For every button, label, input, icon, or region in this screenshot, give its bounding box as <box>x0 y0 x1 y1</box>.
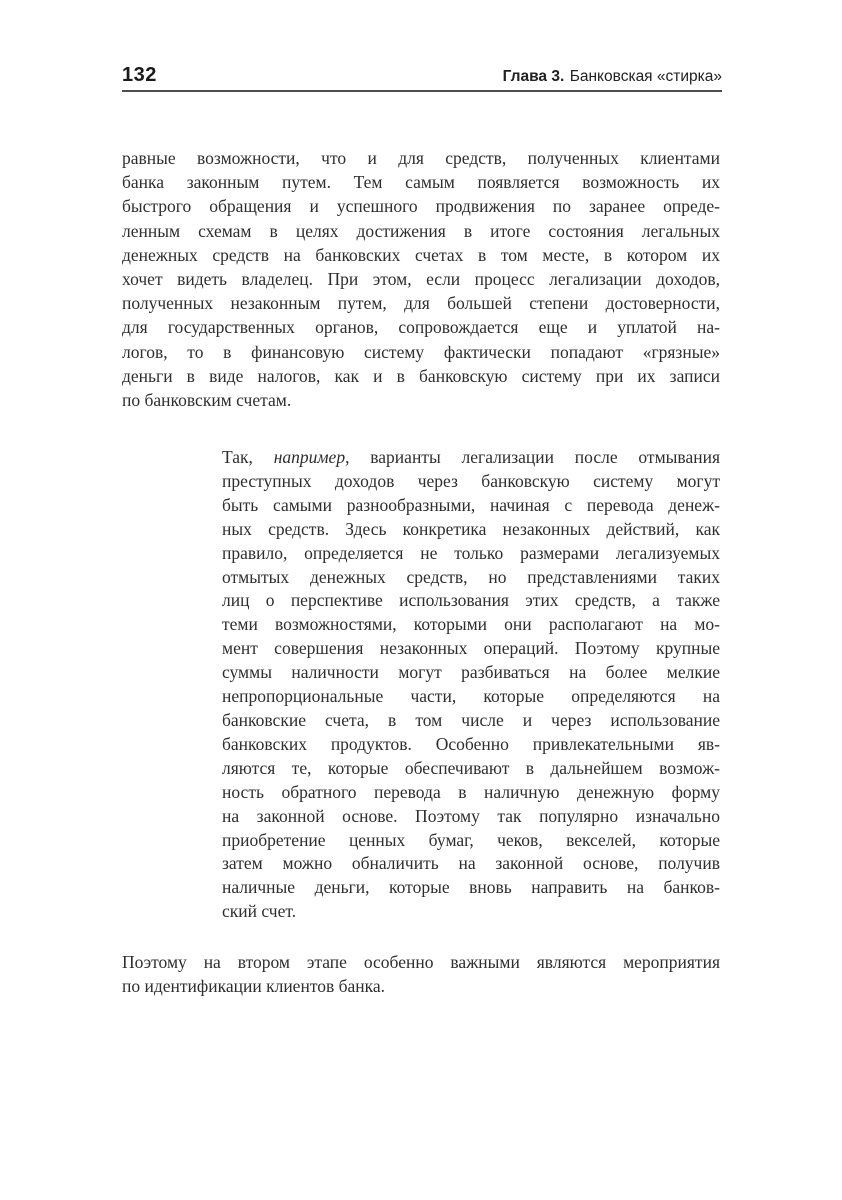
quote-italic-word: например <box>273 447 346 467</box>
text-line: суммы наличности могут разбиваться на более мелкие <box>222 662 720 683</box>
text-line: ность обратного перевода в наличную денежную форму <box>222 781 720 802</box>
paragraph-main <box>122 146 720 412</box>
text-line: логов, то в финансовую систему фактически попадают «грязные» <box>122 341 720 362</box>
text-line: хочет видеть владелец. При этом, если процесс легализации доходов, <box>122 269 720 290</box>
text-line: наличные деньги, которые вновь направить на банков- <box>222 877 720 898</box>
text-line: банка законным путем. Тем самым появляется возможность их <box>122 172 720 193</box>
text-line: лиц о перспективе использования этих средств, а также <box>222 590 720 611</box>
text-line: Поэтому на втором этапе особенно важными являются мероприятия <box>122 952 720 972</box>
text-line: быть самыми разнообразными, начиная с перевода денеж- <box>222 494 720 515</box>
page-header <box>122 64 722 87</box>
page-number: 132 <box>122 64 157 86</box>
text-line: на законной основе. Поэтому так популярно изначально <box>222 805 720 826</box>
paragraph-closing <box>122 950 720 998</box>
text-line: равные возможности, что и для средств, полученных клиентами <box>122 148 720 168</box>
text-line: деньги в виде налогов, как и в банковскую систему при их записи <box>122 365 720 386</box>
quote-lead-rest: , варианты легализации после отмывания <box>345 447 720 467</box>
text-line: быстрого обращения и успешного продвижения по заранее опреде- <box>122 196 720 217</box>
text-line: затем можно обналичить на законной основе, получив <box>222 853 720 874</box>
chapter-label: Глава 3. <box>502 68 565 85</box>
text-line: денежных средств на банковских счетах в том месте, в котором их <box>122 244 720 265</box>
text-line: преступных доходов через банковскую систему могут <box>222 470 720 491</box>
text-line: ский счет. <box>222 901 297 922</box>
text-line: приобретение ценных бумаг, чеков, векселей, которые <box>222 829 720 850</box>
block-quote <box>222 446 720 924</box>
text-line: по идентификации клиентов банка. <box>122 976 386 997</box>
quote-first-line <box>222 446 720 470</box>
text-line: мент совершения незаконных операций. Поэтому крупные <box>222 638 720 659</box>
text-line: ленным схемам в целях достижения в итоге состояния легальных <box>122 220 720 241</box>
text-line: непропорциональные части, которые определяются на <box>222 686 720 707</box>
quote-lead-text: Так, <box>222 447 274 467</box>
running-head <box>503 68 722 86</box>
text-line: ных средств. Здесь конкретика незаконных действий, как <box>222 518 720 539</box>
text-line: отмытых денежных средств, но представлениями таких <box>222 566 720 587</box>
text-line: теми возможностями, которыми они располагают на мо- <box>222 614 720 635</box>
text-line: банковские счета, в том числе и через использование <box>222 709 720 730</box>
text-line: банковских продуктов. Особенно привлекательными яв- <box>222 733 720 754</box>
text-line: по банковским счетам. <box>122 390 292 411</box>
chapter-title: Банковская «стирка» <box>569 68 722 85</box>
quote-lines <box>222 470 720 924</box>
text-line: для государственных органов, сопровождается еще и уплатой на- <box>122 317 720 338</box>
text-line: правило, определяется не только размерами легализуемых <box>222 542 720 563</box>
text-line: ляются те, которые обеспечивают в дальнейшем возмож- <box>222 757 720 778</box>
text-line: полученных незаконным путем, для большей степени достоверности, <box>122 293 720 314</box>
header-rule <box>122 90 722 92</box>
